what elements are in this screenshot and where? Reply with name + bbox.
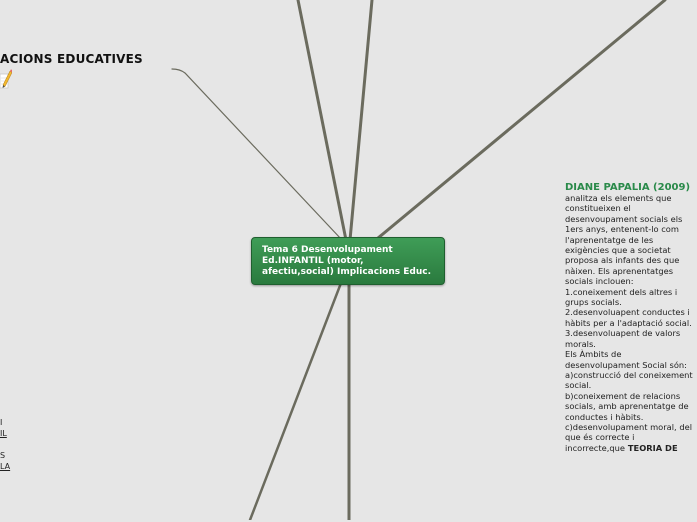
connector-bottom-left xyxy=(250,283,341,520)
central-topic-node[interactable]: Tema 6 Desenvolupament Ed.INFANTIL (motor, afectiu,social) Implicacions Educ. xyxy=(251,237,445,285)
clipped-text-3: S xyxy=(0,452,6,460)
clipped-text-4: LA xyxy=(0,463,11,471)
branch-label-relacions-educatives[interactable]: ACIONS EDUCATIVES xyxy=(0,52,143,66)
note-author: DIANE PAPALIA (2009) xyxy=(565,182,691,193)
clipped-text-1: I xyxy=(0,419,3,427)
note-theory-heading: TEORIA DE xyxy=(625,442,678,453)
connector-top-mid xyxy=(350,0,372,240)
connector-top-left xyxy=(298,0,346,240)
pencil-icon xyxy=(0,68,12,90)
clipped-text-2: IL xyxy=(0,430,7,438)
note-papalia xyxy=(565,182,697,522)
note-body: analitza els elements que constitueixen el desenvoupament socials els 1ers anys, entenent-lo com l'aprenentatge de les exigències que a societat proposa als infants des que nàixen. Els aprenentatges socials inclouen: 1.coneixement dels altres i grups socials. 2.desenvoluapent conductes i hàbits per a l'adaptació social. 3.desenvoluapent de valors morals. Els Àmbits de desenvolupament Social són: a)construcció del coneixement social. b)coneixement de relacions socials, amb aprenentatge de conductes i hàbits. c)desenvolupament moral, del que és correcte i incorrecte,que xyxy=(565,193,693,453)
